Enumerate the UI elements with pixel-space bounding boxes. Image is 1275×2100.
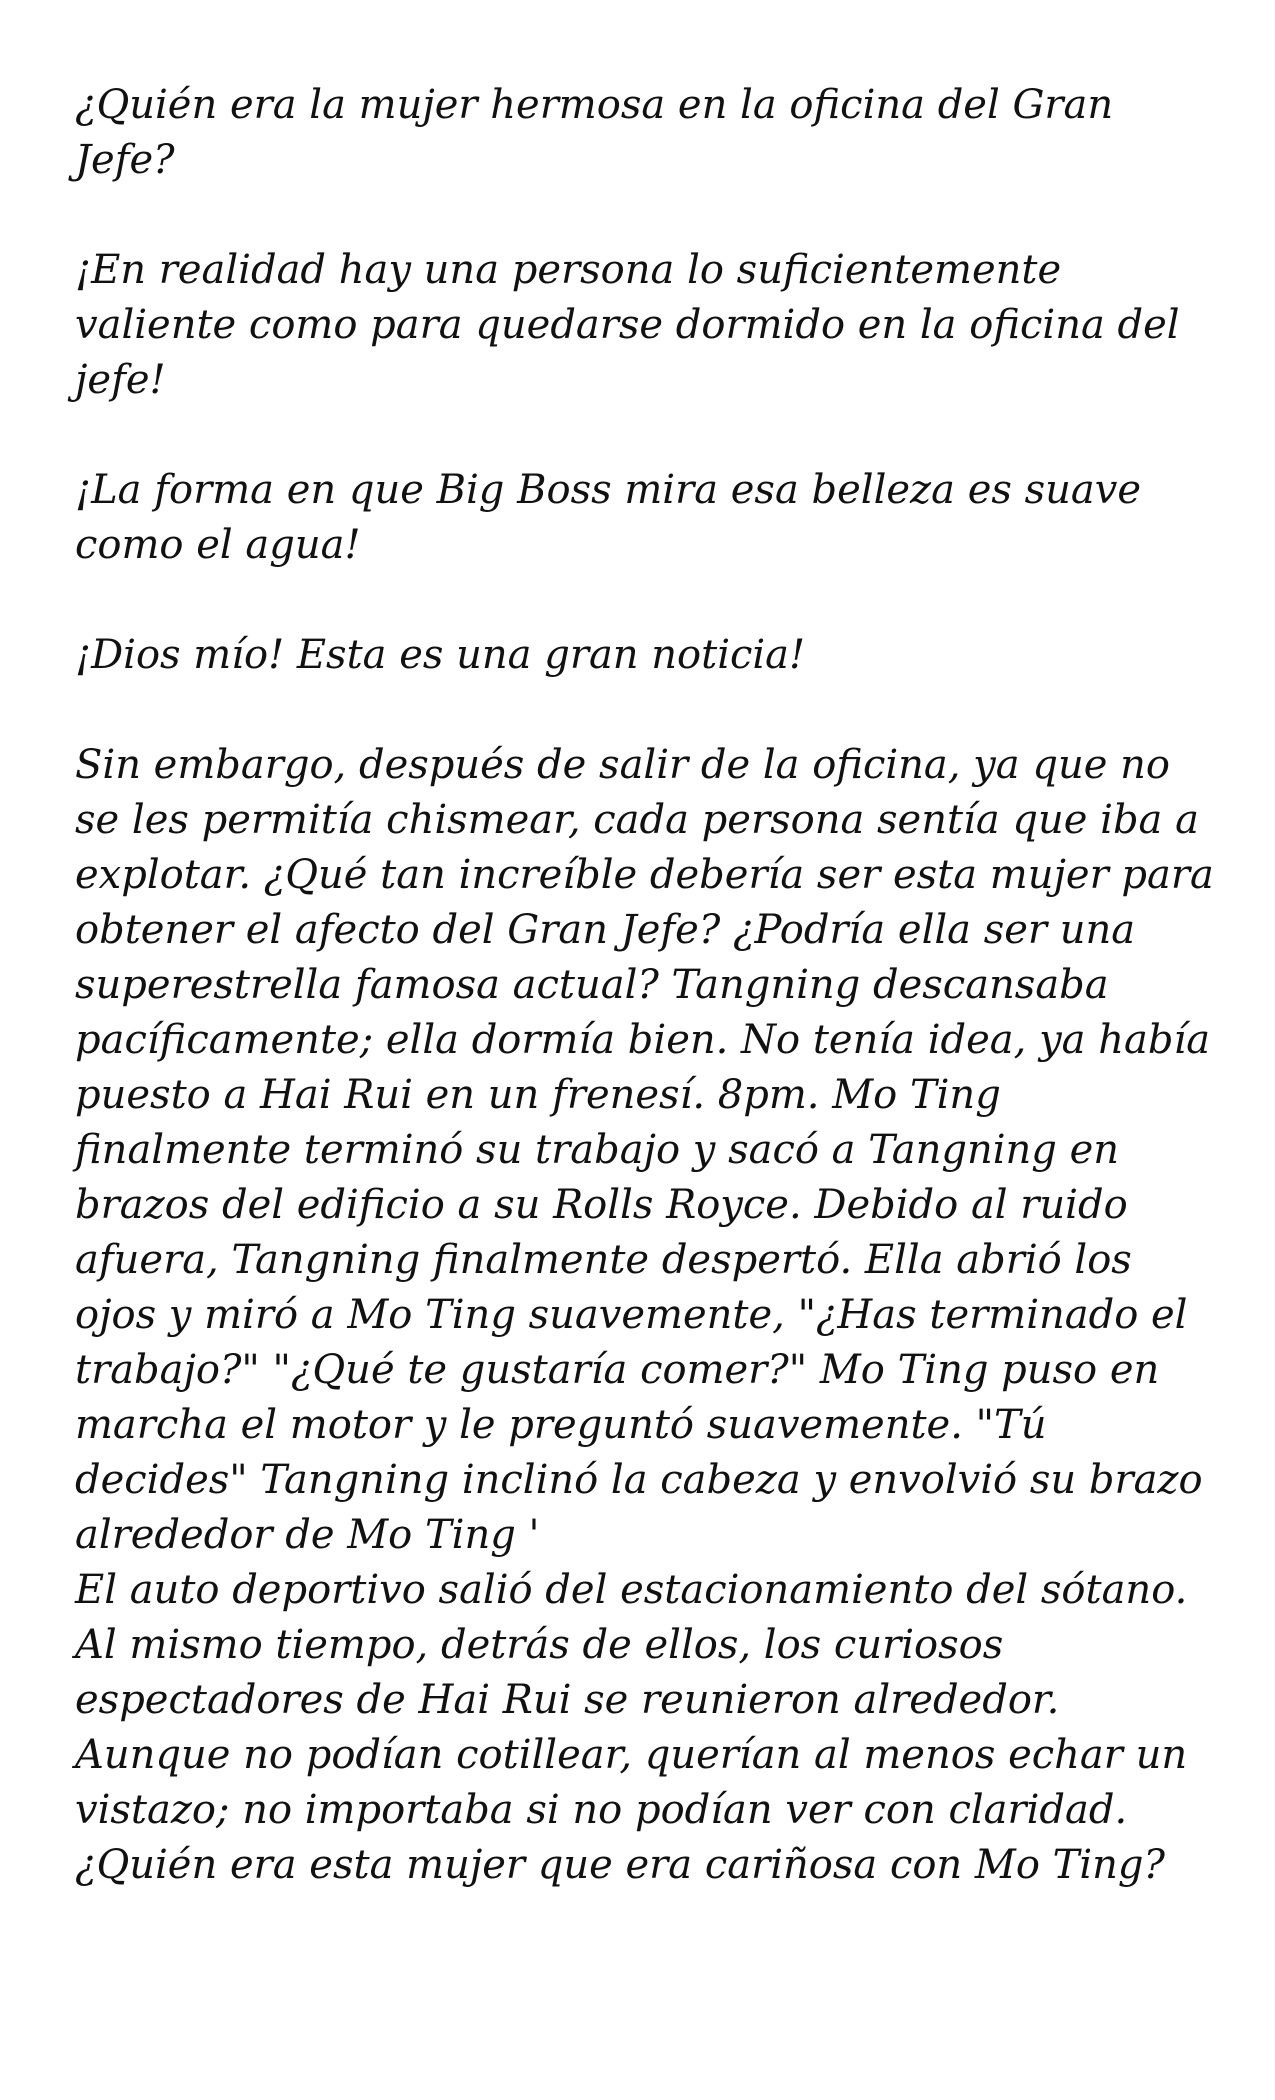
paragraph-3: ¡La forma en que Big Boss mira esa belleza es suave como el agua!	[75, 467, 1142, 568]
paragraph-4: ¡Dios mío! Esta es una gran noticia!	[75, 632, 806, 678]
paragraph-6: El auto deportivo salió del estacionamiento del sótano. Al mismo tiempo, detrás de ellos, los curiosos espectadores de Hai Rui se reunieron alrededor. Aunque no podían cotillear, querían al menos echar un vistazo; no importaba si no podían ver con claridad. ¿Quién era esta mujer que era cariñosa con Mo Ting?	[75, 1567, 1188, 1888]
paragraph-2: ¡En realidad hay una persona lo suficientemente valiente como para quedarse dormido en la oficina del jefe!	[75, 247, 1180, 403]
paragraph-5: Sin embargo, después de salir de la oficina, ya que no se les permitía chismear, cada persona sentía que iba a explotar. ¿Qué tan increíble debería ser esta mujer para obtener el afecto del Gran Jefe? ¿Podría ella ser una superestrella famosa actual? Tangning descansaba pacíficamente; ella dormía bien. No tenía idea, ya había puesto a Hai Rui en un frenesí. 8pm. Mo Ting finalmente terminó su trabajo y sacó a Tangning en brazos del edificio a su Rolls Royce. Debido al ruido afuera, Tangning finalmente despertó. Ella abrió los ojos y miró a Mo Ting suavemente, "¿Has terminado el trabajo?" "¿Qué te gustaría comer?" Mo Ting puso en marcha el motor y le preguntó suavemente. "Tú decides" Tangning inclinó la cabeza y envolvió su brazo alrededor de Mo Ting '	[75, 742, 1214, 1558]
paragraph-1: ¿Quién era la mujer hermosa en la oficina del Gran Jefe?	[75, 82, 1114, 183]
document-body	[75, 78, 1215, 1893]
